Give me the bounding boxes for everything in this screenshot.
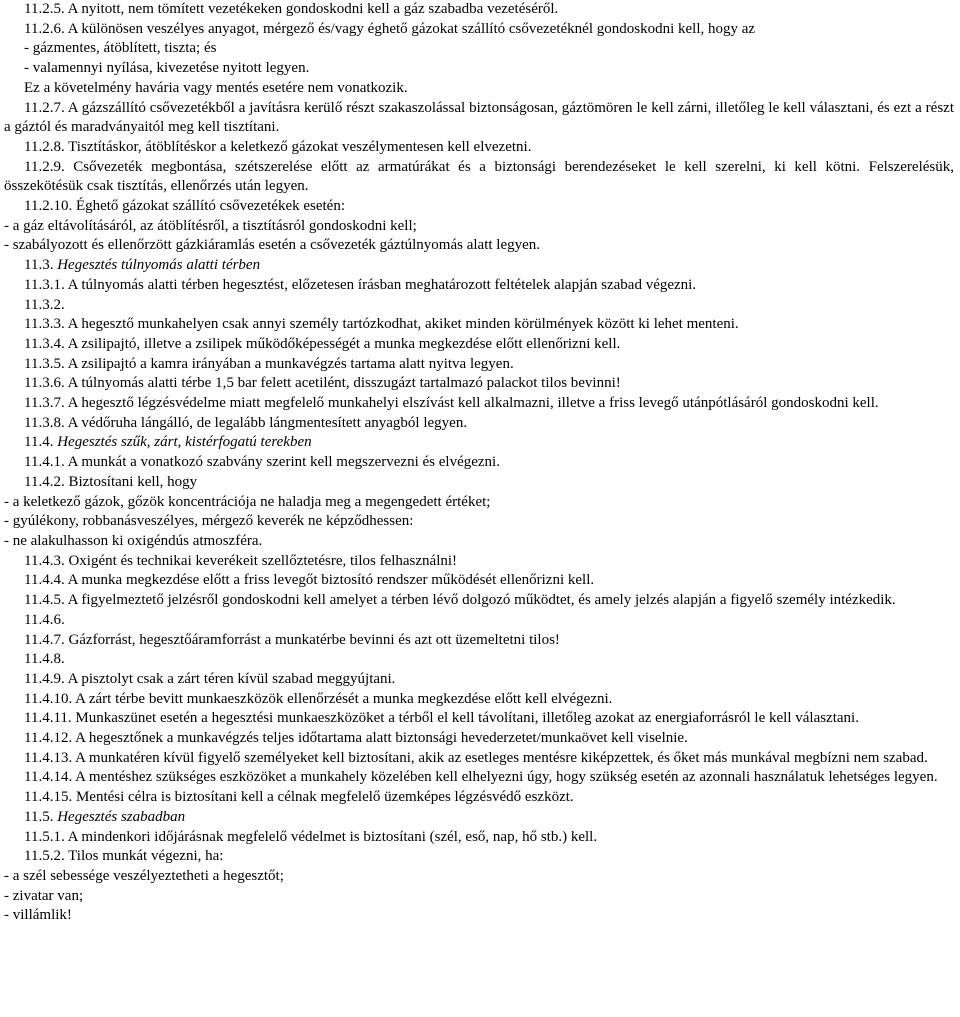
paragraph-text: 11.4.15. Mentési célra is biztosítani kell a célnak megfelelő üzemképes légzésvédő eszközt.	[24, 789, 574, 806]
paragraph	[4, 453, 954, 473]
paragraph-text: 11.2.8. Tisztításkor, átöblítéskor a keletkező gázokat veszélymentesen kell elvezetni.	[24, 138, 532, 155]
paragraph-text: 11.4.11. Munkaszünet esetén a hegesztési munkaeszközöket a térből el kell távolítani, illetőleg azokat az energiaforrásról le kell választani.	[24, 710, 859, 727]
paragraph	[4, 512, 954, 532]
paragraph	[4, 709, 954, 729]
paragraph	[4, 138, 954, 158]
paragraph-text: 11.5.	[24, 808, 58, 825]
paragraph-text: 11.4.7. Gázforrást, hegesztőáramforrást a munkatérbe bevinni és azt ott üzemeltetni tilos!	[24, 631, 560, 648]
paragraph-text: 11.3.8. A védőruha lángálló, de legalább lángmentesített anyagból legyen.	[24, 414, 468, 431]
paragraph	[4, 611, 954, 631]
paragraph-text: 11.4.12. A hegesztőnek a munkavégzés teljes időtartama alatt biztonsági hevederzetet/munkaövet kell viselnie.	[24, 730, 688, 747]
paragraph	[4, 59, 954, 79]
paragraph	[4, 867, 954, 887]
paragraph-text: 11.4.5. A figyelmeztető jelzésről gondoskodni kell amelyet a térben lévő dolgozó működtet, és amely jelzés alapján a figyelő személy intézkedik.	[24, 592, 896, 609]
paragraph-text: 11.4.	[24, 434, 58, 451]
paragraph	[4, 296, 954, 316]
paragraph	[4, 20, 954, 40]
paragraph	[4, 749, 954, 769]
paragraph	[4, 690, 954, 710]
paragraph-text: 11.3.6. A túlnyomás alatti térbe 1,5 bar felett acetilént, disszugázt tartalmazó palackot tilos bevinni!	[24, 375, 621, 392]
paragraph	[4, 670, 954, 690]
paragraph	[4, 828, 954, 848]
section-heading: Hegesztés szabadban	[57, 808, 186, 825]
paragraph-text: - a gáz eltávolításáról, az átöblítésről, a tisztításról gondoskodni kell;	[4, 217, 417, 234]
paragraph	[4, 591, 954, 611]
paragraph-text: 11.5.2. Tilos munkát végezni, ha:	[24, 848, 224, 865]
paragraph-text: 11.4.14. A mentéshez szükséges eszközöket a munkahely közelében kell elhelyezni úgy, hogy szükség esetén az azonnali használatuk lehetséges legyen.	[24, 769, 938, 786]
paragraph-text: 11.3.5. A zsilipajtó a kamra irányában a munkavégzés tartama alatt nyitva legyen.	[24, 355, 514, 372]
paragraph-text: 11.3.4. A zsilipajtó, illetve a zsilipek működőképességét a munka megkezdése előtt ellenőrizni kell.	[24, 335, 621, 352]
section-heading: Hegesztés szűk, zárt, kistérfogatú terekben	[57, 434, 312, 451]
paragraph	[4, 788, 954, 808]
paragraph	[4, 650, 954, 670]
paragraph-text: 11.4.13. A munkatéren kívül figyelő személyeket kell biztosítani, akik az esetleges mentésre kiképzettek, és őket más munkával megbízni nem szabad.	[24, 749, 928, 766]
paragraph	[4, 276, 954, 296]
paragraph-text: - valamennyi nyílása, kivezetése nyitott legyen.	[24, 60, 310, 77]
paragraph-text: - villámlik!	[4, 907, 72, 924]
section-heading: Hegesztés túlnyomás alatti térben	[57, 257, 261, 274]
paragraph	[4, 355, 954, 375]
paragraph-text: - gázmentes, átöblített, tiszta; és	[24, 40, 217, 57]
paragraph-text: - gyúlékony, robbanásveszélyes, mérgező keverék ne képződhessen:	[4, 513, 414, 530]
paragraph-text: 11.4.10. A zárt térbe bevitt munkaeszközök ellenőrzését a munka megkezdése előtt kell elvégezni.	[24, 690, 613, 707]
paragraph	[4, 315, 954, 335]
paragraph	[4, 39, 954, 59]
paragraph-text: 11.4.2. Biztosítani kell, hogy	[24, 473, 198, 490]
paragraph-text: 11.2.9. Csővezeték megbontása, szétszerelése előtt az armatúrákat és a biztonsági berendezéseket le kell szerelni, ki kell kötni. Felszerelésük, összekötésük csak tisztítás, ellenőrzés után legyen.	[4, 158, 954, 195]
paragraph	[4, 887, 954, 907]
paragraph	[4, 0, 954, 20]
paragraph	[4, 99, 954, 138]
paragraph-text: - zivatar van;	[4, 887, 84, 904]
paragraph	[4, 847, 954, 867]
paragraph	[4, 79, 954, 99]
paragraph-text: 11.4.3. Oxigént és technikai keverékeit szellőztetésre, tilos felhasználni!	[24, 552, 458, 569]
paragraph-text: - a szél sebessége veszélyeztetheti a hegesztőt;	[4, 867, 284, 884]
paragraph	[4, 493, 954, 513]
paragraph	[4, 631, 954, 651]
paragraph	[4, 552, 954, 572]
paragraph	[4, 729, 954, 749]
paragraph	[4, 571, 954, 591]
paragraph-text: 11.3.3. A hegesztő munkahelyen csak annyi személy tartózkodhat, akiket minden körülmények között ki lehet menteni.	[24, 316, 739, 333]
paragraph-text: 11.4.1. A munkát a vonatkozó szabvány szerint kell megszervezni és elvégezni.	[24, 454, 500, 471]
paragraph	[4, 394, 954, 414]
paragraph-text: 11.2.10. Éghető gázokat szállító csővezetékek esetén:	[24, 198, 345, 215]
paragraph	[4, 532, 954, 552]
paragraph-text: 11.4.6.	[24, 611, 65, 628]
paragraph-text: - ne alakulhasson ki oxigéndús atmoszféra.	[4, 532, 263, 549]
paragraph	[4, 473, 954, 493]
paragraph-text: 11.3.	[24, 257, 58, 274]
paragraph	[4, 256, 954, 276]
paragraph-text: 11.2.7. A gázszállító csővezetékből a javításra kerülő részt szakaszolással biztonságosan, gáztömören le kell zárni, illetőleg le kell választani, és ezt a részt a gáztól és maradványaitól meg kell tisztítani.	[4, 99, 954, 136]
paragraph	[4, 217, 954, 237]
paragraph	[4, 374, 954, 394]
paragraph-text: 11.4.9. A pisztolyt csak a zárt téren kívül szabad meggyújtani.	[24, 670, 396, 687]
paragraph-text: 11.3.7. A hegesztő légzésvédelme miatt megfelelő munkahelyi elszívást kell alkalmazni, illetve a friss levegő utánpótlásáról gondoskodni kell.	[24, 395, 879, 412]
paragraph	[4, 433, 954, 453]
paragraph-text: 11.3.2.	[24, 296, 65, 313]
paragraph	[4, 236, 954, 256]
paragraph-text: 11.2.6. A különösen veszélyes anyagot, mérgező és/vagy éghető gázokat szállító csővezetéknél gondoskodni kell, hogy az	[24, 20, 756, 37]
paragraph	[4, 197, 954, 217]
paragraph	[4, 906, 954, 926]
paragraph	[4, 335, 954, 355]
paragraph-text: 11.2.5. A nyitott, nem tömített vezetékeken gondoskodni kell a gáz szabadba vezetéséről.	[24, 1, 559, 17]
paragraph-text: - szabályozott és ellenőrzött gázkiáramlás esetén a csővezeték gáztúlnyomás alatt legyen.	[4, 237, 541, 254]
paragraph-text: 11.3.1. A túlnyomás alatti térben hegesztést, előzetesen írásban meghatározott feltételek alapján szabad végezni.	[24, 276, 697, 293]
paragraph	[4, 768, 954, 788]
paragraph-text: 11.4.4. A munka megkezdése előtt a friss levegőt biztosító rendszer működését ellenőrizni kell.	[24, 572, 595, 589]
paragraph	[4, 158, 954, 197]
paragraph-text: Ez a követelmény havária vagy mentés esetére nem vonatkozik.	[24, 79, 408, 96]
paragraph-text: 11.4.8.	[24, 651, 65, 668]
paragraph	[4, 808, 954, 828]
paragraph	[4, 414, 954, 434]
paragraph-text: 11.5.1. A mindenkori időjárásnak megfelelő védelmet is biztosítani (szél, eső, nap, hő stb.) kell.	[24, 828, 598, 845]
paragraph-text: - a keletkező gázok, gőzök koncentrációja ne haladja meg a megengedett értéket;	[4, 493, 491, 510]
